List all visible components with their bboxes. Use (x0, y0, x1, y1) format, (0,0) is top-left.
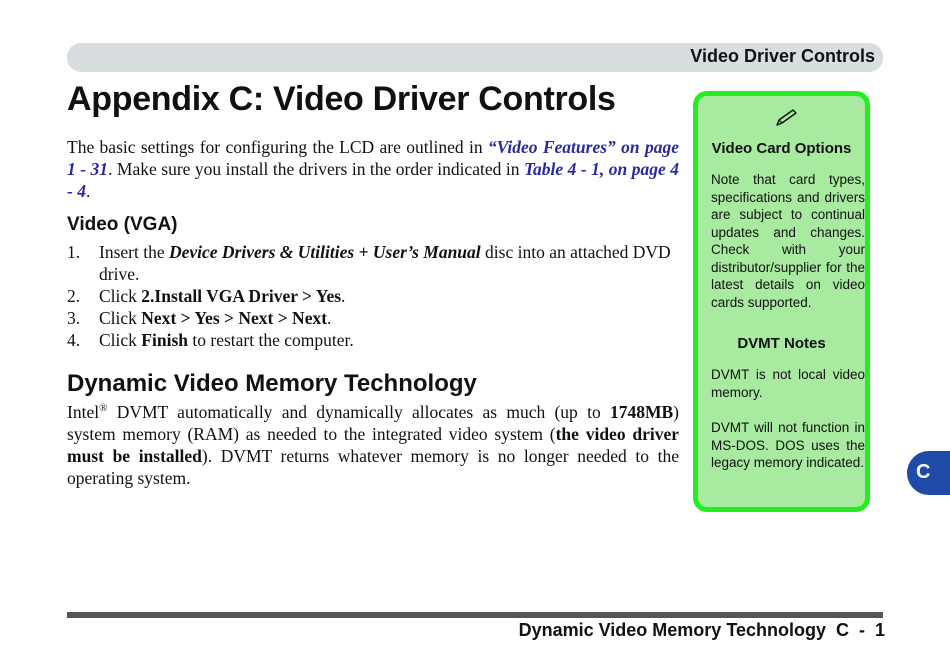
step-bold-text: Next > Yes > Next > Next (141, 308, 328, 328)
table-4-1-link[interactable]: Table 4 - 1, on page 4 - 4 (67, 159, 680, 201)
dvmt-text-2: DVMT automatically and dynamically allocates as much (up to (107, 402, 610, 422)
video-vga-heading: Video (VGA) (67, 214, 178, 235)
dvmt-heading: Dynamic Video Memory Technology (67, 370, 477, 397)
intro-text-2: . Make sure you install the drivers in the order indicated in (108, 159, 524, 179)
step-text-post: disc into an attached DVD drive. (99, 242, 671, 284)
dvmt-notes-heading: DVMT Notes (737, 335, 826, 352)
intro-text-1: The basic settings for configuring the LCD are outlined in (67, 137, 488, 157)
install-step (67, 307, 679, 329)
step-text-post: to restart the computer. (188, 330, 354, 350)
page-title: Appendix C: Video Driver Controls (67, 80, 616, 118)
dvmt-bold-2: the video driver must be installed (67, 424, 679, 466)
footer-page-label: Dynamic Video Memory Technology C - 1 (518, 620, 885, 640)
dvmt-text-1: Intel (67, 402, 100, 422)
install-step (67, 285, 679, 307)
step-bold-text: Device Drivers & Utilities + User’s Manual (168, 242, 481, 262)
chapter-tab (907, 451, 950, 495)
step-number: 3. (67, 308, 81, 328)
step-text-pre: Click (99, 286, 142, 306)
step-text-post: . (341, 286, 346, 306)
install-step (67, 329, 679, 351)
dvmt-text-4: ). DVMT returns whatever memory is no longer needed to the operating system. (67, 446, 679, 488)
registered-mark: ® (99, 402, 108, 415)
intro-paragraph (67, 136, 679, 202)
dvmt-bold-1: 1748MB (609, 402, 674, 422)
dvmt-paragraph (67, 401, 679, 489)
step-bold-text: Finish (141, 330, 188, 350)
step-number: 4. (67, 330, 81, 350)
install-steps-list (67, 241, 679, 351)
running-header-title: Video Driver Controls (690, 46, 875, 66)
step-text-pre: Insert the (99, 242, 169, 262)
chapter-tab-label: C (916, 461, 931, 483)
step-text-post: . (327, 308, 332, 328)
video-card-options-heading: Video Card Options (711, 140, 852, 157)
step-number: 1. (67, 242, 81, 262)
video-features-link[interactable]: “Video Features” on page 1 - 31 (67, 137, 679, 179)
sidebar-note-box (693, 91, 870, 512)
video-card-options-text: Note that card types, specifications and drivers are subject to continual updates and changes. Check with your distributor/supplier for the latest details on video cards supported. (711, 172, 865, 310)
pencil-icon (774, 108, 800, 128)
step-bold-text: 2.Install VGA Driver > Yes (141, 286, 342, 306)
dvmt-text-3: ) system memory (RAM) as needed to the integrated video system ( (67, 402, 679, 444)
install-step (67, 241, 679, 285)
intro-text-3: . (85, 181, 91, 201)
dvmt-note-2: DVMT will not function in MS-DOS. DOS uses the legacy memory indicated. (711, 420, 865, 470)
step-text-pre: Click (99, 330, 142, 350)
running-header (67, 43, 883, 72)
footer-rule (67, 612, 883, 618)
dvmt-note-1: DVMT is not local video memory. (711, 367, 865, 400)
step-text-pre: Click (99, 308, 142, 328)
step-number: 2. (67, 286, 81, 306)
